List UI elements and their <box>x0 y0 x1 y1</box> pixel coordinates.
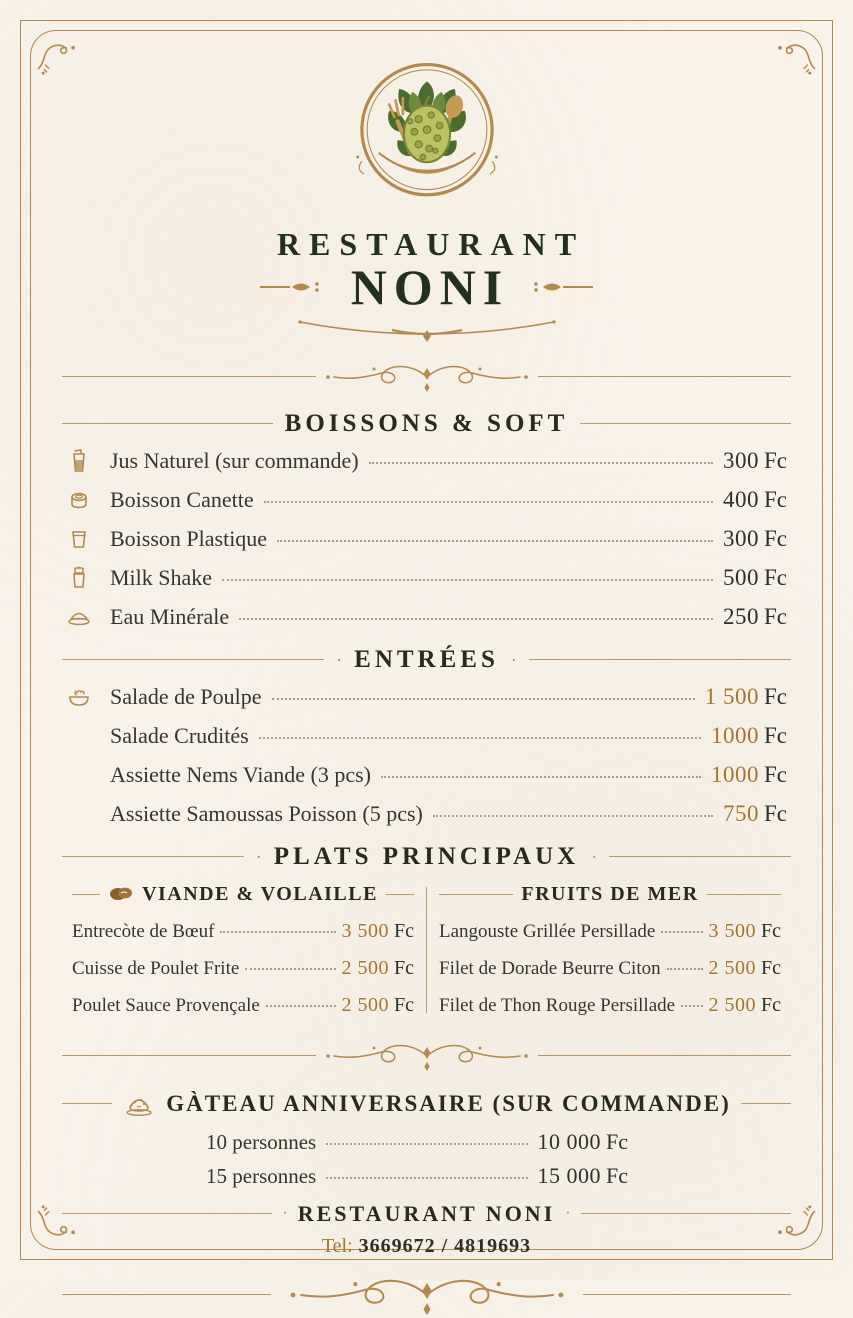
divider-line <box>62 423 273 424</box>
divider-line <box>62 1055 316 1056</box>
right-leaf-dash-ornament-icon <box>519 279 593 295</box>
left-leaf-dash-ornament-icon <box>260 279 334 295</box>
section-header-gateau <box>62 1089 791 1119</box>
section-title: GÀTEAU ANNIVERSAIRE (SUR COMMANDE) <box>166 1090 731 1116</box>
steak-icon <box>108 884 134 904</box>
item-name: Filet de Thon Rouge Persillade <box>439 994 676 1016</box>
item-price: 3 500 Fc <box>341 919 414 942</box>
dotted-leader <box>381 776 701 778</box>
menu-item-row <box>66 526 787 552</box>
dotted-leader <box>681 1005 702 1007</box>
dotted-leader <box>239 618 713 620</box>
section-header-entrees <box>62 646 791 674</box>
swirl-flourish-icon <box>322 1039 532 1073</box>
divider-line <box>529 659 791 660</box>
divider-line <box>581 1213 791 1214</box>
item-name: Salade Crudités <box>110 722 249 748</box>
divider-line <box>538 1055 792 1056</box>
item-name: Salade de Poulpe <box>110 683 262 709</box>
salad-bowl-icon <box>66 684 96 710</box>
gold-dot: · <box>565 1204 571 1222</box>
item-name: 10 personnes <box>206 1129 317 1154</box>
bottom-swirl-divider <box>62 1272 791 1318</box>
divider-line <box>707 894 781 895</box>
juice-glass-icon <box>66 448 96 474</box>
divider-line <box>439 894 513 895</box>
dotted-leader <box>369 462 713 464</box>
column-title: VIANDE & VOLAILLE <box>142 882 378 905</box>
dotted-leader <box>326 1177 527 1179</box>
item-name: Assiette Nems Viande (3 pcs) <box>110 761 371 787</box>
gold-dot: · <box>282 1204 288 1222</box>
item-price: 1000 Fc <box>711 761 787 787</box>
dotted-leader <box>220 931 335 933</box>
dotted-leader <box>661 931 702 933</box>
plats-columns <box>62 883 791 1017</box>
menu-item-row <box>206 1163 628 1189</box>
item-price: 15 000 Fc <box>537 1162 628 1188</box>
menu-item-row <box>72 920 414 943</box>
item-price: 3 500 Fc <box>708 919 781 942</box>
noni-fruit-emblem-icon <box>343 52 511 220</box>
item-name: Poulet Sauce Provençale <box>72 994 260 1016</box>
footer-restaurant-name-row <box>62 1201 791 1227</box>
column-fruits-de-mer <box>429 883 791 1017</box>
dotted-leader <box>272 698 695 700</box>
divider-line <box>538 376 792 377</box>
restaurant-logo <box>62 52 791 220</box>
column-title: FRUITS DE MER <box>521 882 699 905</box>
item-name: Eau Minérale <box>110 603 230 629</box>
item-name: Jus Naturel (sur commande) <box>110 447 359 473</box>
dotted-leader <box>667 968 703 970</box>
dotted-leader <box>222 579 713 581</box>
item-price: 500 Fc <box>723 564 787 590</box>
brand-name-line2: NONI <box>350 259 510 315</box>
column-header <box>72 883 414 906</box>
item-price: 2 500 Fc <box>341 993 414 1016</box>
divider-line <box>580 423 791 424</box>
dotted-leader <box>433 815 713 817</box>
menu-item-row <box>66 801 787 827</box>
divider-line <box>62 1213 272 1214</box>
gold-dot: · <box>336 649 343 670</box>
dotted-leader <box>264 501 713 503</box>
brand-underline-flourish <box>62 316 791 346</box>
boissons-items <box>62 448 791 630</box>
menu-item-row <box>66 448 787 474</box>
gold-dot: · <box>255 846 262 867</box>
item-price: 2 500 Fc <box>708 956 781 979</box>
birthday-cake-icon <box>122 1089 156 1119</box>
menu-item-row <box>66 604 787 630</box>
menu-item-row <box>66 565 787 591</box>
phone-numbers: 3669672 / 4819693 <box>358 1234 532 1257</box>
menu-item-row <box>439 920 781 943</box>
dotted-leader <box>277 540 713 542</box>
brand-name-line1: RESTAURANT <box>276 226 586 262</box>
footer-restaurant-name: RESTAURANT NONI <box>297 1200 556 1226</box>
divider-line <box>62 1103 112 1104</box>
brand-name-row <box>62 261 791 314</box>
swirl-flourish-icon <box>322 360 532 394</box>
item-price: 1 500 Fc <box>704 683 787 709</box>
menu-item-row <box>439 994 781 1017</box>
menu-item-row <box>66 684 787 710</box>
dotted-leader <box>245 968 335 970</box>
arc-flourish-icon <box>292 316 562 346</box>
divider-line <box>386 894 414 895</box>
icon-spacer <box>66 762 96 788</box>
item-name: Milk Shake <box>110 564 213 590</box>
item-price: 750 Fc <box>723 800 787 826</box>
divider-line <box>62 856 244 857</box>
item-price: 2 500 Fc <box>341 956 414 979</box>
column-header <box>439 883 781 906</box>
footer-phone <box>62 1235 791 1258</box>
top-swirl-divider <box>62 360 791 394</box>
icon-spacer <box>66 723 96 749</box>
phone-label: Tel: <box>321 1234 353 1257</box>
divider-line <box>72 894 100 895</box>
dotted-leader <box>259 737 701 739</box>
item-name: 15 personnes <box>206 1163 317 1188</box>
vertical-divider <box>426 887 427 1013</box>
menu-item-row <box>439 957 781 980</box>
menu-item-row <box>66 723 787 749</box>
item-name: Boisson Canette <box>110 486 254 512</box>
divider-line <box>62 376 316 377</box>
item-price: 10 000 Fc <box>537 1128 628 1154</box>
menu-item-row <box>72 957 414 980</box>
item-name: Assiette Samoussas Poisson (5 pcs) <box>110 800 423 826</box>
middle-swirl-divider <box>62 1039 791 1073</box>
divider-line <box>741 1103 791 1104</box>
item-name: Entrecòte de Bœuf <box>72 920 215 942</box>
gold-dot: · <box>591 846 598 867</box>
item-name: Filet de Dorade Beurre Citon <box>439 957 661 979</box>
section-title: BOISSONS & SOFT <box>284 409 569 437</box>
column-viande-volaille <box>62 883 424 1017</box>
gold-dot: · <box>510 649 517 670</box>
item-name: Cuisse de Poulet Frite <box>72 957 240 979</box>
section-header-plats <box>62 843 791 871</box>
item-price: 1000 Fc <box>711 722 787 748</box>
divider-line <box>609 856 791 857</box>
covered-dish-icon <box>66 604 96 630</box>
dotted-leader <box>266 1005 336 1007</box>
menu-item-row <box>72 994 414 1017</box>
entrees-items <box>62 684 791 827</box>
item-name: Boisson Plastique <box>110 525 268 551</box>
icon-spacer <box>66 801 96 827</box>
item-price: 300 Fc <box>723 525 787 551</box>
gateau-items <box>202 1129 632 1189</box>
item-name: Langouste Grillée Persillade <box>439 920 656 942</box>
section-header-boissons <box>62 410 791 438</box>
item-price: 2 500 Fc <box>708 993 781 1016</box>
item-price: 400 Fc <box>723 486 787 512</box>
menu-content <box>62 44 791 1257</box>
item-price: 300 Fc <box>723 447 787 473</box>
plastic-cup-icon <box>66 526 96 552</box>
dotted-leader <box>326 1143 527 1145</box>
divider-line <box>62 1294 271 1295</box>
milkshake-icon <box>66 565 96 591</box>
divider-line <box>583 1294 792 1295</box>
item-price: 250 Fc <box>723 603 787 629</box>
section-title: ENTRÉES <box>354 645 499 673</box>
menu-item-row <box>206 1129 628 1155</box>
menu-item-row <box>66 487 787 513</box>
menu-item-row <box>66 762 787 788</box>
section-title: PLATS PRINCIPAUX <box>273 842 580 870</box>
soda-can-icon <box>66 487 96 513</box>
divider-line <box>62 659 324 660</box>
swirl-flourish-icon <box>277 1272 577 1318</box>
